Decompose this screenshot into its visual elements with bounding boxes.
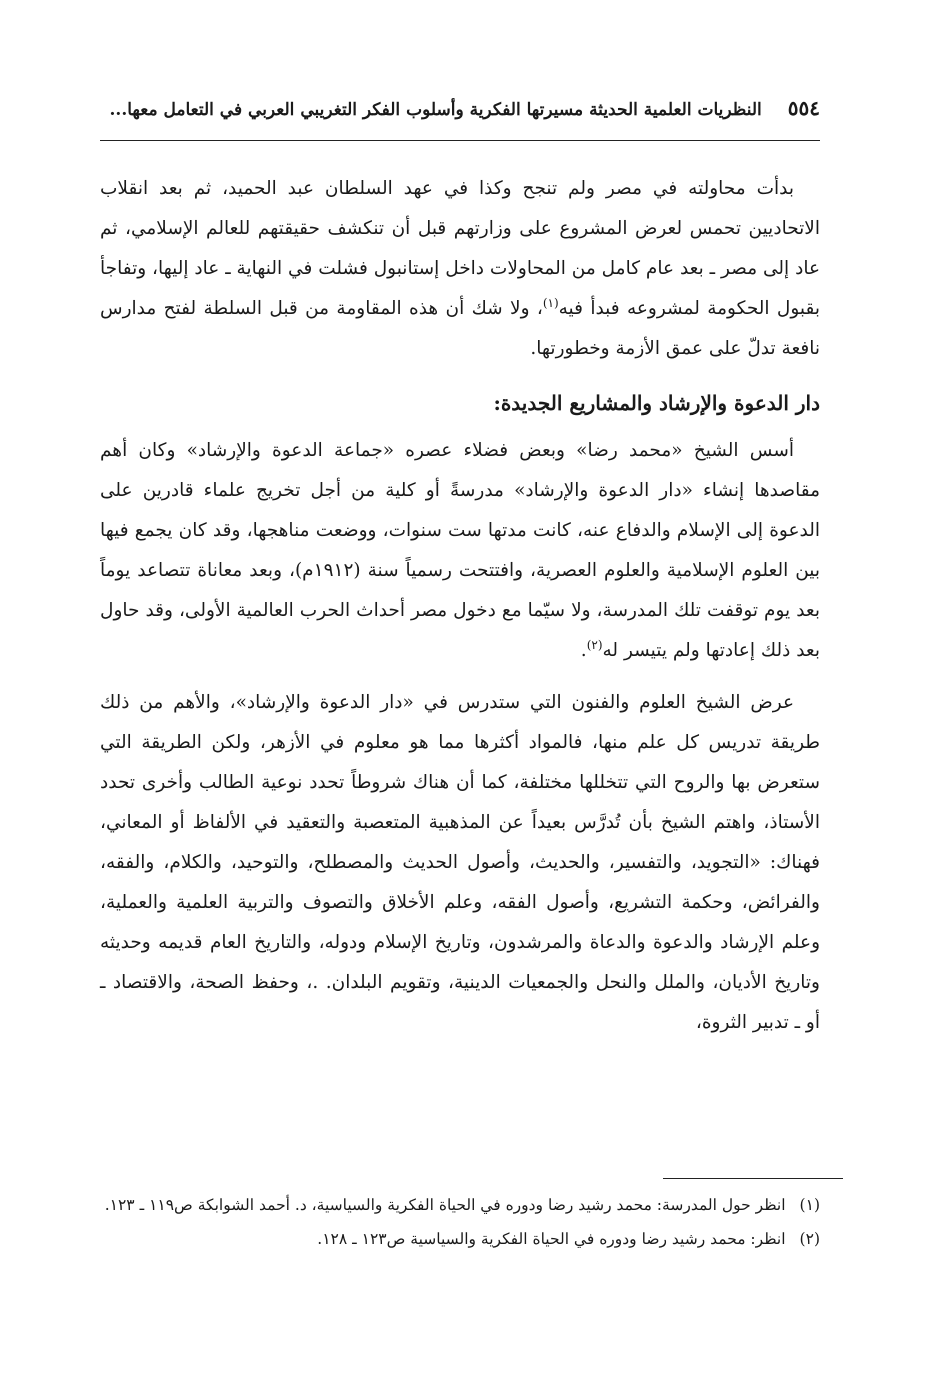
paragraph-1 — [100, 169, 820, 369]
footnote-number: (٢) — [799, 1230, 820, 1248]
running-header-title: النظريات العلمية الحديثة مسيرتها الفكرية وأسلوب الفكر التغريبي العربي في التعامل معها... — [109, 100, 762, 120]
page-body — [100, 169, 820, 1043]
section-heading: دار الدعوة والإرشاد والمشاريع الجديدة: — [493, 391, 820, 415]
footnote-1 — [100, 1190, 820, 1220]
paragraph-text: بدأت محاولته في مصر ولم تنجح وكذا في عهد السلطان عبد الحميد، ثم بعد انقلاب الاتحاديين تحمس لعرض المشروع على وزارتهم قبل أن تنكشف حقيقتهم للعالم الإسلامي، ثم عاد إلى مصر ـ بعد عام كامل من المحاولات داخل إستانبول فشلت في النهاية ـ عاد إليها، وتفاجأ بقبول الحكومة لمشروعه فبدأ فيه — [100, 178, 821, 319]
footnote-reference: (٢) — [586, 637, 603, 652]
footnote-text: انظر حول المدرسة: محمد رشيد رضا ودوره في الحياة الفكرية والسياسية، د. أحمد الشوابكة ص١١٩ ـ ١٢٣. — [104, 1196, 786, 1214]
footnote-divider — [663, 1178, 843, 1179]
page-number: ٥٥٤ — [787, 96, 820, 120]
paragraph-text: ، ولا شك أن هذه المقاومة من قبل السلطة لفتح مدارس نافعة تدلّ على عمق الأزمة وخطورتها. — [100, 298, 820, 359]
footnotes — [100, 1190, 820, 1258]
paragraph-3 — [100, 683, 820, 1043]
footnote-reference: (١) — [542, 295, 559, 310]
paragraph-text: أسس الشيخ «محمد رضا» وبعض فضلاء عصره «جماعة الدعوة والإرشاد» وكان أهم مقاصدها إنشاء «دار الدعوة والإرشاد» مدرسةً أو كلية من أجل تخريج علماء قادرين على الدعوة إلى الإسلام والدفاع عنه، كانت مدتها ست سنوات، ووضعت مناهجها، وقد كان يجمع فيها بين العلوم الإسلامية والعلوم العصرية، وافتتحت رسمياً سنة (١٩١٢م)، وبعد معاناة تتصاعد يوماً بعد يوم توقفت تلك المدرسة، ولا سيّما مع دخول مصر أحداث الحرب العالمية الأولى، وقد حاول بعد ذلك إعادتها ولم يتيسر له — [100, 440, 821, 661]
paragraph-text: . — [580, 640, 587, 661]
paragraph-text: عرض الشيخ العلوم والفنون التي ستدرس في «دار الدعوة والإرشاد»، والأهم من ذلك طريقة تدريس كل علم منها، فالمواد أكثرها مما هو معلوم في الأزهر، ولكن الطريقة التي ستعرض بها والروح التي تتخللها مختلفة، كما أن هناك شروطاً تحدد نوعية الطالب وأخرى تحدد الأستاذ، واهتم الشيخ بأن تُدرَّس بعيداً عن المذهبية المتعصبة والتعقيد في الألفاظ أو المعاني، فهناك: «التجويد، والتفسير، والحديث، وأصول الحديث والمصطلح، والتوحيد، والكلام، والفقه، والفرائض، وحكمة التشريع، وأصول الفقه، وعلم الأخلاق والتصوف والتربية العلمية والعملية، وعلم الإرشاد والدعوة والدعاة والمرشدون، وتاريخ الإسلام ودوله، والتاريخ العام قديمه وحديثه وتاريخ الأديان، والملل والنحل والجمعيات الدينية، وتقويم البلدان. .، وحفظ الصحة، والاقتصاد ـ أو ـ تدبير الثروة، — [100, 692, 820, 1033]
footnote-2 — [100, 1224, 820, 1254]
running-header — [100, 96, 820, 141]
footnote-text: انظر: محمد رشيد رضا ودوره في الحياة الفكرية والسياسية ص١٢٣ ـ ١٢٨. — [317, 1230, 786, 1248]
paragraph-2 — [100, 431, 820, 671]
book-page — [100, 96, 820, 1055]
footnote-number: (١) — [799, 1196, 820, 1214]
